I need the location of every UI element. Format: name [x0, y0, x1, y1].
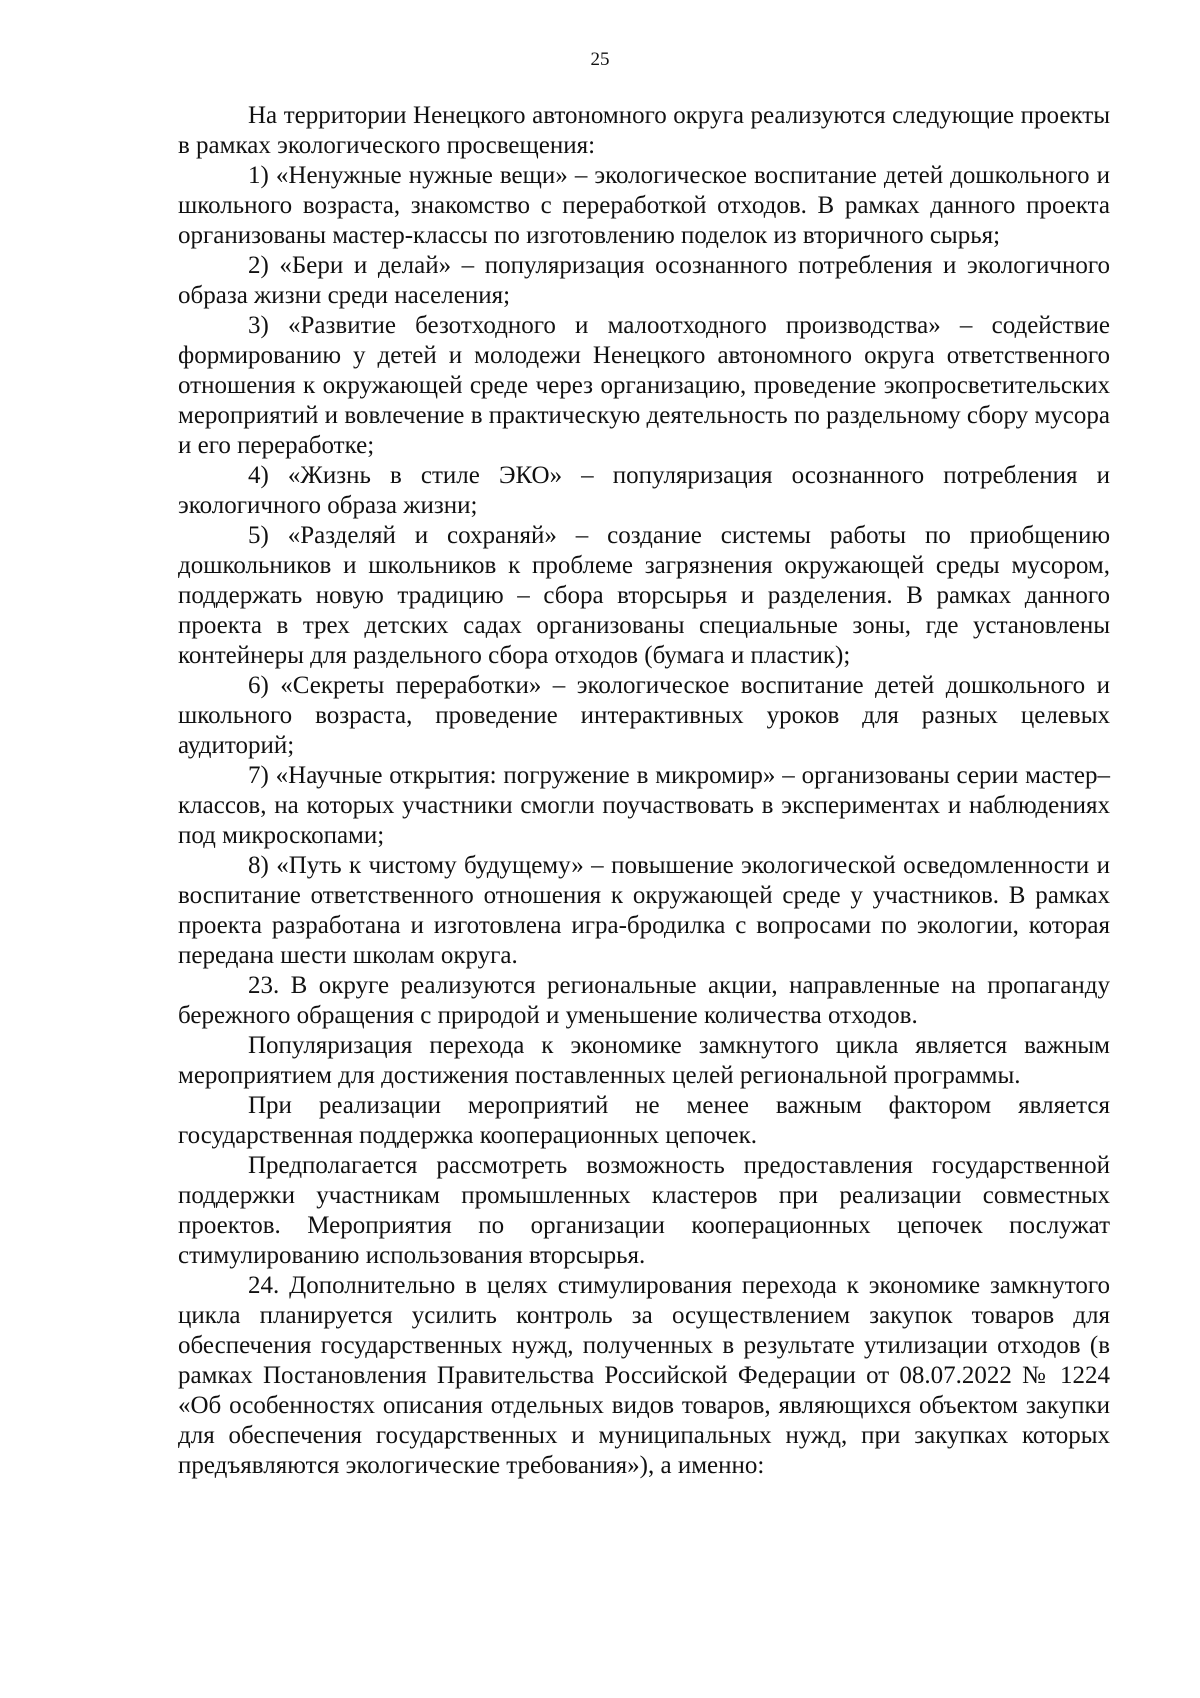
project-item-6: 6) «Секреты переработки» – экологическое воспитание детей дошкольного и школьного возраста, проведение интерактивных уроков для разных целевых аудиторий; [178, 672, 1110, 759]
project-item-7: 7) «Научные открытия: погружение в микромир» – организованы серии мастер–классов, на которых участники смогли поучаствовать в экспериментах и наблюдениях под микроскопами; [178, 762, 1110, 849]
intro-paragraph: На территории Ненецкого автономного округа реализуются следующие проекты в рамках экологического просвещения: [178, 102, 1110, 159]
body-paragraph: Предполагается рассмотреть возможность предоставления государственной поддержки участникам промышленных кластеров при реализации совместных проектов. Мероприятия по организации кооперационных цепочек послужат стимулированию использования вторсырья. [178, 1152, 1110, 1269]
project-item-1: 1) «Ненужные нужные вещи» – экологическое воспитание детей дошкольного и школьного возраста, знакомство с переработкой отходов. В рамках данного проекта организованы мастер-классы по изготовлению поделок из вторичного сырья; [178, 162, 1110, 249]
body-paragraph: Популяризация перехода к экономике замкнутого цикла является важным мероприятием для достижения поставленных целей региональной программы. [178, 1032, 1110, 1089]
project-item-4: 4) «Жизнь в стиле ЭКО» – популяризация осознанного потребления и экологичного образа жизни; [178, 462, 1110, 519]
section-23-paragraph: 23. В округе реализуются региональные акции, направленные на пропаганду бережного обращения с природой и уменьшение количества отходов. [178, 972, 1110, 1029]
project-item-2: 2) «Бери и делай» – популяризация осознанного потребления и экологичного образа жизни среди населения; [178, 252, 1110, 309]
project-item-8: 8) «Путь к чистому будущему» – повышение экологической осведомленности и воспитание ответственного отношения к окружающей среде у участников. В рамках проекта разработана и изготовлена игра-бродилка с вопросами по экологии, которая передана шести школам округа. [178, 852, 1110, 969]
body-paragraph: При реализации мероприятий не менее важным фактором является государственная поддержка кооперационных цепочек. [178, 1092, 1110, 1149]
project-item-5: 5) «Разделяй и сохраняй» – создание системы работы по приобщению дошкольников и школьников к проблеме загрязнения окружающей среды мусором, поддержать новую традицию – сбора вторсырья и разделения. В рамках данного проекта в трех детских садах организованы специальные зоны, где установлены контейнеры для раздельного сбора отходов (бумага и пластик); [178, 522, 1110, 669]
page-number: 25 [590, 49, 610, 70]
document-body [178, 101, 1110, 1481]
section-24-paragraph: 24. Дополнительно в целях стимулирования перехода к экономике замкнутого цикла планируется усилить контроль за осуществлением закупок товаров для обеспечения государственных нужд, полученных в результате утилизации отходов (в рамках Постановления Правительства Российской Федерации от 08.07.2022 № 1224 «Об особенностях описания отдельных видов товаров, являющихся объектом закупки для обеспечения государственных и муниципальных нужд, при закупках которых предъявляются экологические требования»), а именно: [178, 1272, 1110, 1479]
project-item-3: 3) «Развитие безотходного и малоотходного производства» – содействие формированию у детей и молодежи Ненецкого автономного округа ответственного отношения к окружающей среде через организацию, проведение экопросветительских мероприятий и вовлечение в практическую деятельность по раздельному сбору мусора и его переработке; [178, 312, 1110, 459]
